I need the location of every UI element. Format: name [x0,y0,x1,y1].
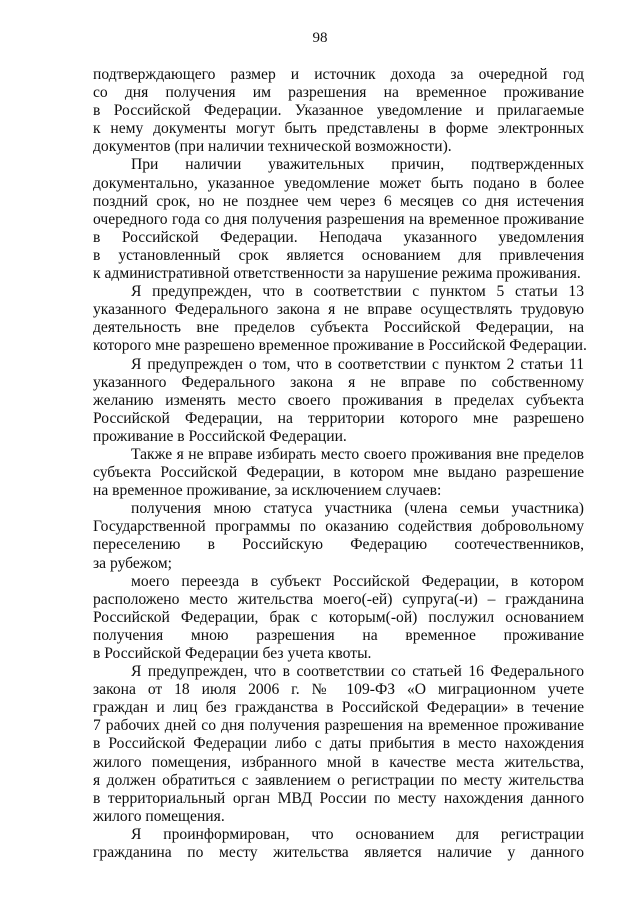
text-line: Российской Федерации, на территории которого мне разрешено [93,409,584,427]
text-line: к административной ответственности за нарушение режима проживания. [93,265,581,283]
text-line: гражданина по месту жительства является наличие у данного [93,844,584,862]
text-line: в Российской Федерации. Неподача указанного уведомления [93,228,584,246]
text-line: При наличии уважительных причин, подтвержденных [131,156,584,174]
text-line: деятельность вне пределов субъекта Российской Федерации, на [93,319,584,337]
text-line: к нему документы могут быть представлены в форме электронных [93,120,584,138]
text-line: в территориальный орган МВД России по месту нахождения данного [93,789,584,807]
text-line: Государственной программы по оказанию содействия добровольному [93,518,584,536]
text-line: документально, указанное уведомление может быть подано в более [93,174,584,192]
text-line: документов (при наличии технической возможности). [93,138,452,156]
text-line: за рубежом; [93,554,172,572]
text-line: в Российской Федерации либо с даты прибытия в место нахождения [93,735,584,753]
text-line: Я проинформирован, что основанием для регистрации [131,825,584,843]
text-line: Также я не вправе избирать место своего проживания вне пределов [131,445,584,463]
text-line: в Российской Федерации без учета квоты. [93,645,372,662]
text-line: граждан и лиц без гражданства в Российской Федерации» в течение [93,699,584,717]
text-line: указанного Федерального закона я не вправе осуществлять трудовую [93,301,584,319]
text-line: на временное проживание, за исключением случаев: [93,482,442,500]
text-line: субъекта Российской Федерации, в котором мне выдано разрешение [93,464,584,482]
text-line: моего переезда в субъект Российской Федерации, в котором [131,572,584,590]
text-line: проживание в Российской Федерации. [93,427,347,445]
text-line: Я предупрежден о том, что в соответствии с пунктом 2 статьи 11 [131,355,584,373]
text-line: получения мною статуса участника (члена семьи участника) [131,500,584,518]
text-line: жилого помещения. [93,807,225,825]
text-line: очередного года со дня получения разрешения на временное проживание [93,210,584,228]
text-line: расположено место жительства моего(-ей) супруга(-и) – гражданина [93,590,584,608]
text-line: переселению в Российскую Федерацию соотечественников, [93,536,584,554]
text-line: получения мною разрешения на временное проживание [93,626,584,644]
text-line: которого мне разрешено временное проживание в Российской Федерации. [93,337,587,355]
text-line: подтверждающего размер и источник дохода за очередной год [93,66,584,83]
text-line: в Российской Федерации. Указанное уведомление и прилагаемые [93,102,584,120]
document-body [93,66,587,862]
text-line: указанного Федерального закона я не вправе по собственному [93,373,584,391]
text-line: со дня получения им разрешения на временное проживание [93,84,584,102]
text-line: желанию изменять место своего проживания в пределах субъекта [93,391,584,409]
page-number: 98 [312,30,328,46]
text-line: жилого помещения, избранного мной в качестве места жительства, [93,753,584,771]
text-line: поздний срок, но не позднее чем через 6 месяцев со дня истечения [93,192,584,210]
text-line: в установленный срок является основанием для привлечения [93,246,584,264]
text-line: Я предупрежден, что в соответствии с пунктом 5 статьи 13 [131,283,584,301]
text-line: я должен обратиться с заявлением о регистрации по месту жительства [93,771,584,789]
text-line: Я предупрежден, что в соответствии со статьей 16 Федерального [131,663,584,681]
text-line: закона от 18 июля 2006 г. № 109-ФЗ «О миграционном учете [93,681,584,699]
text-line: 7 рабочих дней со дня получения разрешения на временное проживание [93,717,584,735]
text-line: Российской Федерации, брак с которым(-ой) послужил основанием [93,608,584,626]
